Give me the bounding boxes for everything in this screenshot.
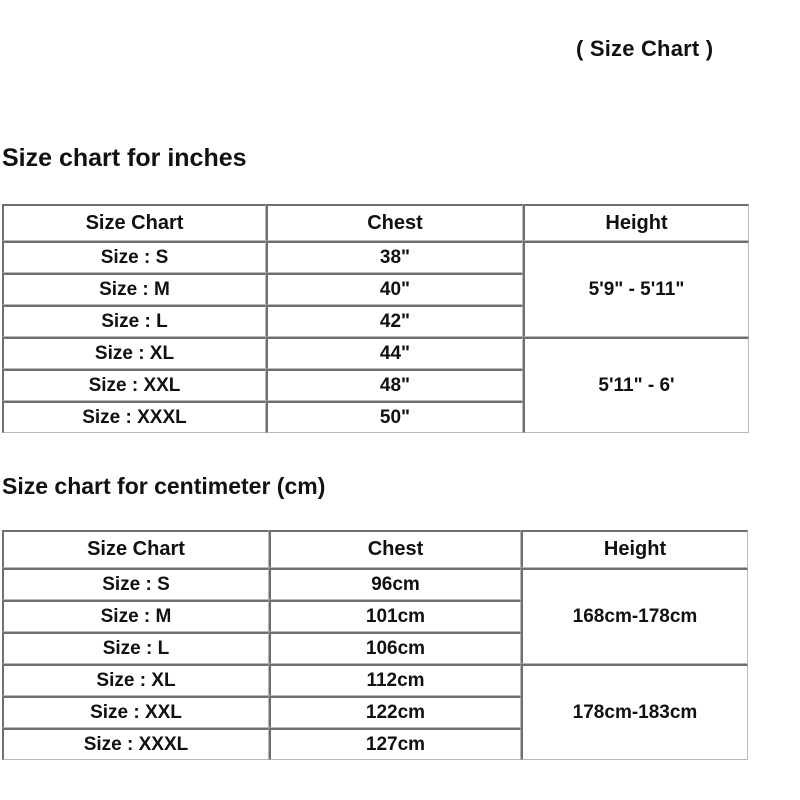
size-cell: Size : XXXL xyxy=(2,401,266,433)
chest-cell: 96cm xyxy=(269,568,521,600)
chest-cell: 122cm xyxy=(269,696,521,728)
header-height: Height xyxy=(523,204,749,241)
chest-cell: 101cm xyxy=(269,600,521,632)
header-chest: Chest xyxy=(269,530,521,568)
height-cell: 178cm-183cm xyxy=(521,664,748,760)
chest-cell: 127cm xyxy=(269,728,521,760)
table-row xyxy=(2,241,749,273)
height-cell: 168cm-178cm xyxy=(521,568,748,664)
chest-cell: 106cm xyxy=(269,632,521,664)
cm-size-table xyxy=(2,530,748,760)
height-cell: 5'11" - 6' xyxy=(523,337,749,433)
size-cell: Size : XL xyxy=(2,337,266,369)
table-row xyxy=(2,664,748,696)
cm-section-heading: Size chart for centimeter (cm) xyxy=(2,473,326,499)
size-cell: Size : L xyxy=(2,632,269,664)
size-cell: Size : S xyxy=(2,568,269,600)
chest-cell: 44" xyxy=(266,337,523,369)
size-cell: Size : M xyxy=(2,273,266,305)
header-size-chart: Size Chart xyxy=(2,530,269,568)
header-height: Height xyxy=(521,530,748,568)
size-cell: Size : L xyxy=(2,305,266,337)
header-chest: Chest xyxy=(266,204,523,241)
chest-cell: 38" xyxy=(266,241,523,273)
inches-size-table xyxy=(2,204,749,433)
size-cell: Size : S xyxy=(2,241,266,273)
page-title: ( Size Chart ) xyxy=(576,36,714,61)
height-cell: 5'9" - 5'11" xyxy=(523,241,749,337)
chest-cell: 40" xyxy=(266,273,523,305)
table-row xyxy=(2,568,748,600)
chest-cell: 48" xyxy=(266,369,523,401)
size-cell: Size : M xyxy=(2,600,269,632)
size-cell: Size : XXXL xyxy=(2,728,269,760)
chest-cell: 42" xyxy=(266,305,523,337)
size-cell: Size : XXL xyxy=(2,369,266,401)
header-size-chart: Size Chart xyxy=(2,204,266,241)
inches-section-heading: Size chart for inches xyxy=(2,144,247,172)
table-header-row xyxy=(2,530,748,568)
table-row xyxy=(2,337,749,369)
size-cell: Size : XL xyxy=(2,664,269,696)
chest-cell: 50" xyxy=(266,401,523,433)
size-cell: Size : XXL xyxy=(2,696,269,728)
table-header-row xyxy=(2,204,749,241)
chest-cell: 112cm xyxy=(269,664,521,696)
